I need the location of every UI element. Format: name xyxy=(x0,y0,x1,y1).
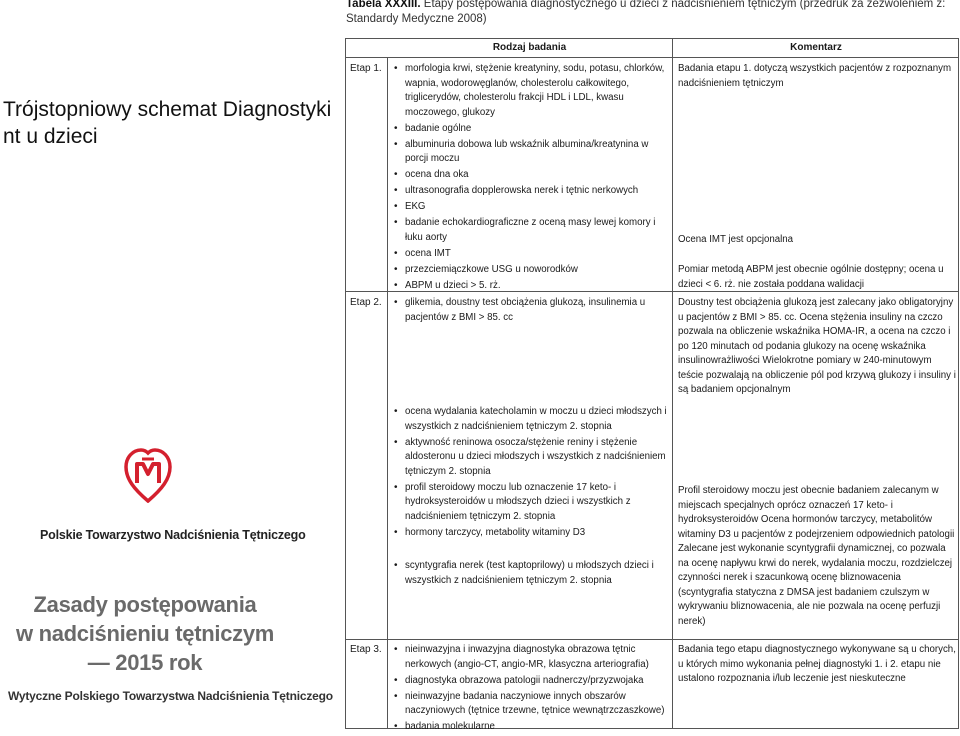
book-title-line2: w nadciśnieniu tętniczym xyxy=(15,621,275,646)
list-item: • profil steroidowy moczu lub oznaczenie 17 keto- i hydroksysteroidów u młodszych dzieci i wszystkich z nadciśnieniem tętniczym 2. stopnia xyxy=(394,481,670,525)
society-name: Polskie Towarzystwo Nadciśnienia Tętniczego xyxy=(40,528,306,542)
list-item: • badanie ogólne xyxy=(394,122,670,137)
caption-text: Etapy postępowania diagnostycznego u dzieci z nadciśnieniem tętniczym (przedruk za zezwoleniem z: Standardy Medyczne 2008) xyxy=(346,0,946,25)
list-item: • badania molekularne xyxy=(394,720,670,735)
list-item: • ocena IMT xyxy=(394,247,670,262)
book-title xyxy=(0,590,290,677)
society-logo xyxy=(124,447,172,503)
table-caption xyxy=(346,0,960,27)
list-item: • diagnostyka obrazowa patologii nadnerczy/przyzwojaka xyxy=(394,674,670,689)
list-item: • ocena wydalania katecholamin w moczu u dzieci młodszych i wszystkich z nadciśnieniem tętniczym 2. stopnia xyxy=(394,405,670,434)
stage1-list xyxy=(394,62,670,295)
guidelines-label: Wytyczne Polskiego Towarzystwa Nadciśnienia Tętniczego xyxy=(8,689,333,703)
stage2-comment-b: Profil steroidowy moczu jest obecnie badaniem zalecanym w miejscach specjalnych oprócz oznaczeń 17 keto- i hydroksysteroidów Ocena hormonów tarczycy, metabolitów witaminy D3 u pacjentów z podejrzeniem odpowiednich patologii Zalecane jest wykonanie scyntygrafii dynamicznej, co pozwala na ocenę napływu krwi do nerek, wydalania moczu, rozdzielczej czynności nerek i szacunkową ocenę bliznowacenia (scyntygrafia statyczna z DMSA jest badaniem czulszym w wykrywaniu bliznowacenia, ale nie pozwala na ocenę perfuzji nerek) xyxy=(678,485,955,627)
col-divider-2 xyxy=(672,39,673,728)
list-item: • nieinwazyjna i inwazyjna diagnostyka obrazowa tętnic nerkowych (angio-CT, angio-MR, klasyczna arteriografia) xyxy=(394,643,670,672)
row-divider-2 xyxy=(346,639,958,640)
stage2-list-b xyxy=(394,405,670,542)
list-item: • scyntygrafia nerek (test kaptoprilowy) u młodszych dzieci i wszystkich z nadciśnieniem tętniczym 2. stopnia xyxy=(394,559,670,588)
list-item: • aktywność reninowa osocza/stężenie reniny i stężenie aldosteronu u dzieci młodszych i wszystkich z nadciśnieniem tętniczym 2. stopnia xyxy=(394,436,670,480)
list-item: • ocena dna oka xyxy=(394,168,670,183)
table-header xyxy=(346,39,958,58)
list-item: • ultrasonografia dopplerowska nerek i tętnic nerkowych xyxy=(394,184,670,199)
stage2-list-c xyxy=(394,559,670,590)
slide-title: Trójstopniowy schemat Diagnostyki nt u dzieci xyxy=(3,98,332,148)
book-title-line3: — 2015 rok xyxy=(87,650,203,675)
stage1-label: Etap 1. xyxy=(350,63,382,74)
stage3-label: Etap 3. xyxy=(350,644,382,655)
book-title-line1: Zasady postępowania xyxy=(33,592,257,617)
stage3-list xyxy=(394,643,670,736)
stage1-comment-b: Ocena IMT jest opcjonalna xyxy=(678,234,794,245)
header-comment: Komentarz xyxy=(790,42,842,53)
list-item: • EKG xyxy=(394,200,670,215)
list-item: • morfologia krwi, stężenie kreatyniny, sodu, potasu, chlorków, wapnia, wodorowęglanów, cholesterolu całkowitego, triglicerydów, cholesterolu frakcji HDL i LDL, kwasu moczowego, glukozy xyxy=(394,62,670,120)
col-divider-1 xyxy=(387,57,388,728)
stage1-comment-c: Pomiar metodą ABPM jest obecnie ogólnie dostępny; ocena u dzieci < 6. rż. nie została poddana walidacji xyxy=(678,264,944,290)
stage2-list-a xyxy=(394,296,670,327)
caption-label: Tabela XXXIII. xyxy=(346,0,421,10)
list-item: • nieinwazyjne badania naczyniowe innych obszarów naczyniowych (tętnice trzewne, tętnice wewnątrzczaszkowe) xyxy=(394,690,670,719)
stage2-comment-a: Doustny test obciążenia glukozą jest zalecany jako obligatoryjny u pacjentów z BMI > 85. cc. Ocena stężenia insuliny na czczo pozwala na obliczenie wskaźnika HOMA-IR, a ocena na czczo i po 120 minutach od podania glukozy na ocenę wskaźnika insulinowrażliwości Wielokrotne pomiary w 240-minutowym teście pozwalają na obliczenie pól pod krzywą glukozy i insuliny i są badaniem opcjonalnym xyxy=(678,297,956,395)
list-item: • albuminuria dobowa lub wskaźnik albumina/kreatynina w porcji moczu xyxy=(394,138,670,167)
list-item: • glikemia, doustny test obciążenia glukozą, insulinemia u pacjentów z BMI > 85. cc xyxy=(394,296,670,325)
list-item: • ABPM u dzieci > 5. rż. xyxy=(394,279,670,294)
list-item: • hormony tarczycy, metabolity witaminy D3 xyxy=(394,526,670,541)
stage1-comment-a: Badania etapu 1. dotyczą wszystkich pacjentów z rozpoznanym nadciśnieniem tętniczym xyxy=(678,63,952,89)
stage2-label: Etap 2. xyxy=(350,297,382,308)
diagnostics-table xyxy=(345,38,959,732)
header-exam-type: Rodzaj badania xyxy=(492,42,567,53)
list-item: • badanie echokardiograficzne z oceną masy lewej komory i łuku aorty xyxy=(394,216,670,245)
list-item: • przezciemiączkowe USG u noworodków xyxy=(394,263,670,278)
stage3-comment: Badania tego etapu diagnostycznego wykonywane są u chorych, u których mimo wykonania pełnej diagnostyki 1. i 2. etapu nie ustalono rozpoznania i/lub leczenie jest nieskuteczne xyxy=(678,644,956,684)
